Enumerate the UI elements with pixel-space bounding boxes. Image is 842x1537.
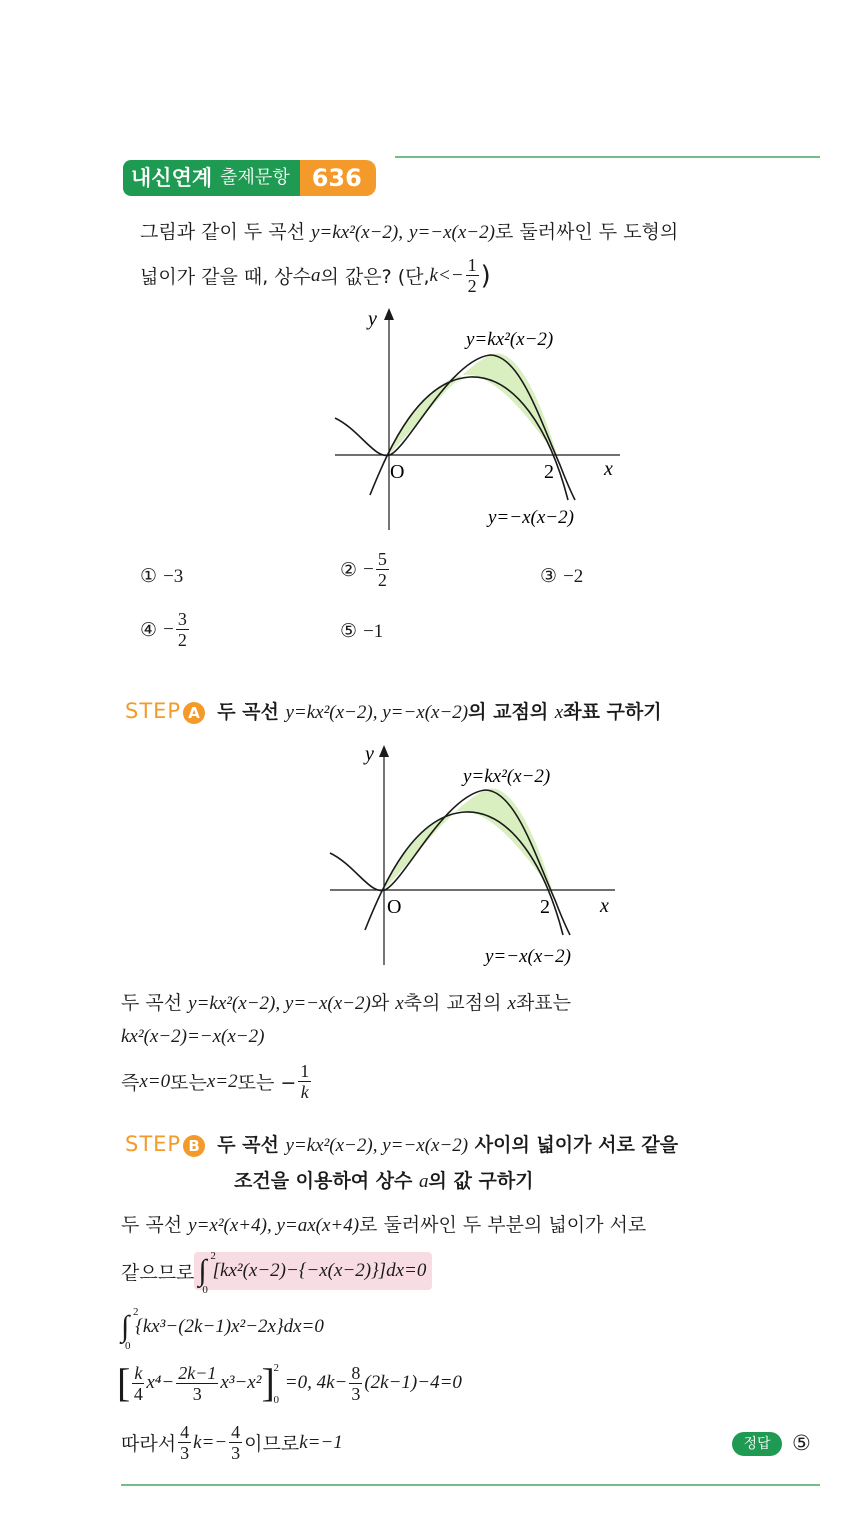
step-b-letter: B [183, 1135, 205, 1157]
x-label-1: x [604, 458, 613, 480]
sb4-den: 3 [192, 1383, 202, 1404]
sa3-a: x=0 [139, 1070, 171, 1092]
y-axis-arrow-2 [379, 745, 389, 757]
sb-text-post: 로 둘러싸인 두 부분의 넓이가 서로 [359, 1214, 647, 1236]
choice-mark: ② [340, 558, 358, 581]
step-a-letter: A [183, 702, 205, 724]
answer-value: ⑤ [792, 1431, 811, 1455]
sa-x: x [395, 993, 404, 1014]
choice-2[interactable] [340, 550, 391, 589]
sb2-pre: 같으므로 [121, 1261, 195, 1284]
badge-number: 636 [300, 160, 376, 196]
integral-sign-2: ∫ 2 0 [121, 1306, 139, 1352]
sa-x2: x [507, 993, 516, 1014]
choice-mark: ⑤ [340, 620, 358, 642]
solution-a-line-3 [121, 1062, 313, 1101]
bracket-close: ] 2 0 [261, 1360, 279, 1406]
sa3-den: k [300, 1082, 309, 1102]
y-label-2: y [365, 743, 374, 765]
area-between-curves-1 [389, 353, 558, 458]
sb-math: y=x²(x+4), y=ax(x+4) [188, 1215, 360, 1236]
curve1-label-2: y=kx²(x−2) [463, 766, 551, 787]
step-b-a: a [419, 1171, 429, 1192]
step-a-title: 두 곡선 [217, 701, 286, 723]
q-text2-mid: 의 값은? (단, [320, 266, 430, 288]
sb5-mid: k=− [193, 1431, 228, 1453]
step-b-l2-post: 의 값 구하기 [428, 1170, 534, 1192]
origin-label-1: O [390, 461, 405, 483]
sb-text: 두 곡선 [121, 1214, 189, 1236]
solution-b-line-5 [121, 1423, 343, 1462]
choice-4[interactable] [140, 610, 191, 649]
choice-value: −1 [363, 621, 384, 642]
sb4-frac-2k [176, 1364, 218, 1403]
curve2-label-1: y=−x(x−2) [488, 507, 574, 528]
choice-num: 5 [377, 549, 387, 569]
sb4-d: (2k−1)−4=0 [364, 1372, 462, 1393]
y-axis-arrow-1 [384, 308, 394, 320]
highlighted-integral [194, 1250, 432, 1296]
step-a-label: STEP [125, 699, 182, 723]
question-line-2 [140, 256, 491, 295]
solution-a-line-2: kx²(x−2)=−x(x−2) [121, 1026, 265, 1047]
q-curve1: y=kx²(x−2), [311, 222, 403, 243]
int-lower: 0 [202, 1284, 208, 1296]
choice-den: 2 [377, 570, 387, 590]
sb4-num: 2k−1 [178, 1362, 217, 1383]
sb4-c: =0, 4k− [284, 1372, 348, 1393]
q-text2: 넓이가 같을 때, 상수 [140, 266, 311, 288]
solution-b-line-1 [121, 1210, 646, 1237]
q-cond-frac [466, 256, 479, 295]
step-b-title: 두 곡선 [217, 1134, 286, 1156]
sa3-frac [298, 1062, 311, 1101]
sa3-pre: 즉 [121, 1072, 140, 1094]
question-line-1 [140, 217, 678, 244]
sb5-frac1 [178, 1423, 191, 1462]
choice-sign: − [163, 618, 174, 640]
tick-2-label-1: 2 [544, 461, 554, 483]
q-cond: k<− [429, 264, 464, 286]
choice-value: −3 [163, 566, 184, 587]
step-b-header [125, 1130, 678, 1157]
choice-frac [176, 610, 189, 649]
q-var-a: a [311, 264, 321, 286]
answer-badge: 정답 [732, 1432, 782, 1456]
int2-lower: 0 [125, 1340, 131, 1352]
q-text: 그림과 같이 두 곡선 [140, 221, 311, 243]
sb5-den2: 3 [231, 1443, 241, 1463]
graph-2 [320, 740, 640, 975]
origin-label-2: O [387, 896, 402, 918]
sa-text-mid2: 축의 교점의 [403, 992, 508, 1014]
sa-text-mid: 와 [370, 992, 396, 1014]
choice-5[interactable] [340, 620, 383, 643]
area-between-curves-2 [384, 788, 553, 892]
choice-frac [376, 550, 389, 589]
q-cond-num: 1 [467, 255, 477, 275]
header-rule [395, 156, 820, 158]
badge-main: 내신연계 [123, 160, 220, 196]
q-close: ) [480, 260, 491, 291]
step-a-title-end: 좌표 구하기 [563, 701, 662, 723]
sb4-num2: 8 [351, 1362, 361, 1383]
step-b-header-line-2 [234, 1166, 534, 1193]
sb5-frac2 [229, 1423, 242, 1462]
sb4-k: k [134, 1362, 143, 1383]
step-b-l2-pre: 조건을 이용하여 상수 [234, 1170, 420, 1192]
choice-3[interactable] [540, 565, 583, 588]
int-upper: 2 [210, 1250, 216, 1262]
choice-den: 2 [177, 630, 187, 650]
sb4-den2: 3 [351, 1383, 361, 1404]
br-upper: 2 [273, 1362, 279, 1374]
sb4-frac-8 [349, 1364, 362, 1403]
sa-text: 두 곡선 [121, 992, 189, 1014]
q-curve2: y=−x(x−2) [409, 222, 495, 243]
step-b-title-post: 사이의 넓이가 서로 같을 [468, 1134, 679, 1156]
sb4-frac-k4 [132, 1364, 144, 1403]
step-a-x: x [554, 702, 564, 723]
choice-num: 3 [177, 609, 187, 629]
sa3-b: x=2 [206, 1070, 238, 1092]
choice-sign: − [363, 558, 374, 580]
solution-a-line-1 [121, 988, 571, 1015]
sa3-num: 1 [300, 1061, 310, 1081]
curve1-label-1: y=kx²(x−2) [466, 329, 554, 350]
sb5-num2: 4 [231, 1422, 241, 1442]
step-b-math: y=kx²(x−2), y=−x(x−2) [285, 1135, 469, 1156]
sb5-den: 3 [180, 1443, 190, 1463]
step-a-title-post: 의 교점의 [468, 701, 555, 723]
choice-mark: ① [140, 565, 158, 587]
bottom-rule [121, 1484, 820, 1486]
integral-sign: ∫ 2 0 [198, 1250, 216, 1296]
int2-upper: 2 [133, 1306, 139, 1318]
choice-value: −2 [563, 566, 584, 587]
sb4-a: x⁴− [146, 1372, 175, 1393]
sb4-4: 4 [133, 1383, 143, 1404]
badge-sub: 출제문항 [220, 160, 300, 196]
sb4-b: x³−x² [220, 1372, 262, 1393]
solution-b-line-3 [121, 1306, 324, 1352]
br-lower: 0 [273, 1394, 279, 1406]
region-left-1 [389, 377, 470, 455]
choice-1[interactable] [140, 565, 183, 588]
problem-badge [123, 160, 376, 196]
bracket-open: [ [117, 1360, 131, 1405]
sb5-pre: 따라서 [121, 1433, 177, 1455]
step-a-math: y=kx²(x−2), y=−x(x−2) [285, 702, 469, 723]
x-label-2: x [600, 895, 609, 917]
solution-b-line-2 [121, 1250, 432, 1296]
step-a-header [125, 697, 662, 724]
sb2-math: [kx²(x−2)−{−x(x−2)}]dx=0 [212, 1260, 427, 1281]
tick-2-label-2: 2 [540, 896, 550, 918]
q-text-post: 로 둘러싸인 두 도형의 [494, 221, 679, 243]
sb5-post: 이므로 [244, 1433, 300, 1455]
choice-mark: ③ [540, 565, 558, 587]
q-cond-den: 2 [467, 276, 477, 296]
sb3-math: {kx³−(2k−1)x²−2x}dx=0 [135, 1316, 324, 1337]
y-label-1: y [368, 308, 377, 330]
choice-mark: ④ [140, 618, 158, 641]
sa-text-end: 좌표는 [515, 992, 572, 1014]
step-b-label: STEP [125, 1132, 182, 1156]
curve2-label-2: y=−x(x−2) [485, 946, 571, 967]
graph-1 [320, 300, 640, 540]
sa-math: y=kx²(x−2), y=−x(x−2) [188, 993, 371, 1014]
sb5-num: 4 [180, 1422, 190, 1442]
sb5-end: k=−1 [299, 1431, 343, 1453]
sa3-mid: 또는 [170, 1072, 207, 1094]
sa3-mid2: 또는 − [237, 1072, 297, 1094]
solution-b-line-4 [117, 1360, 462, 1406]
